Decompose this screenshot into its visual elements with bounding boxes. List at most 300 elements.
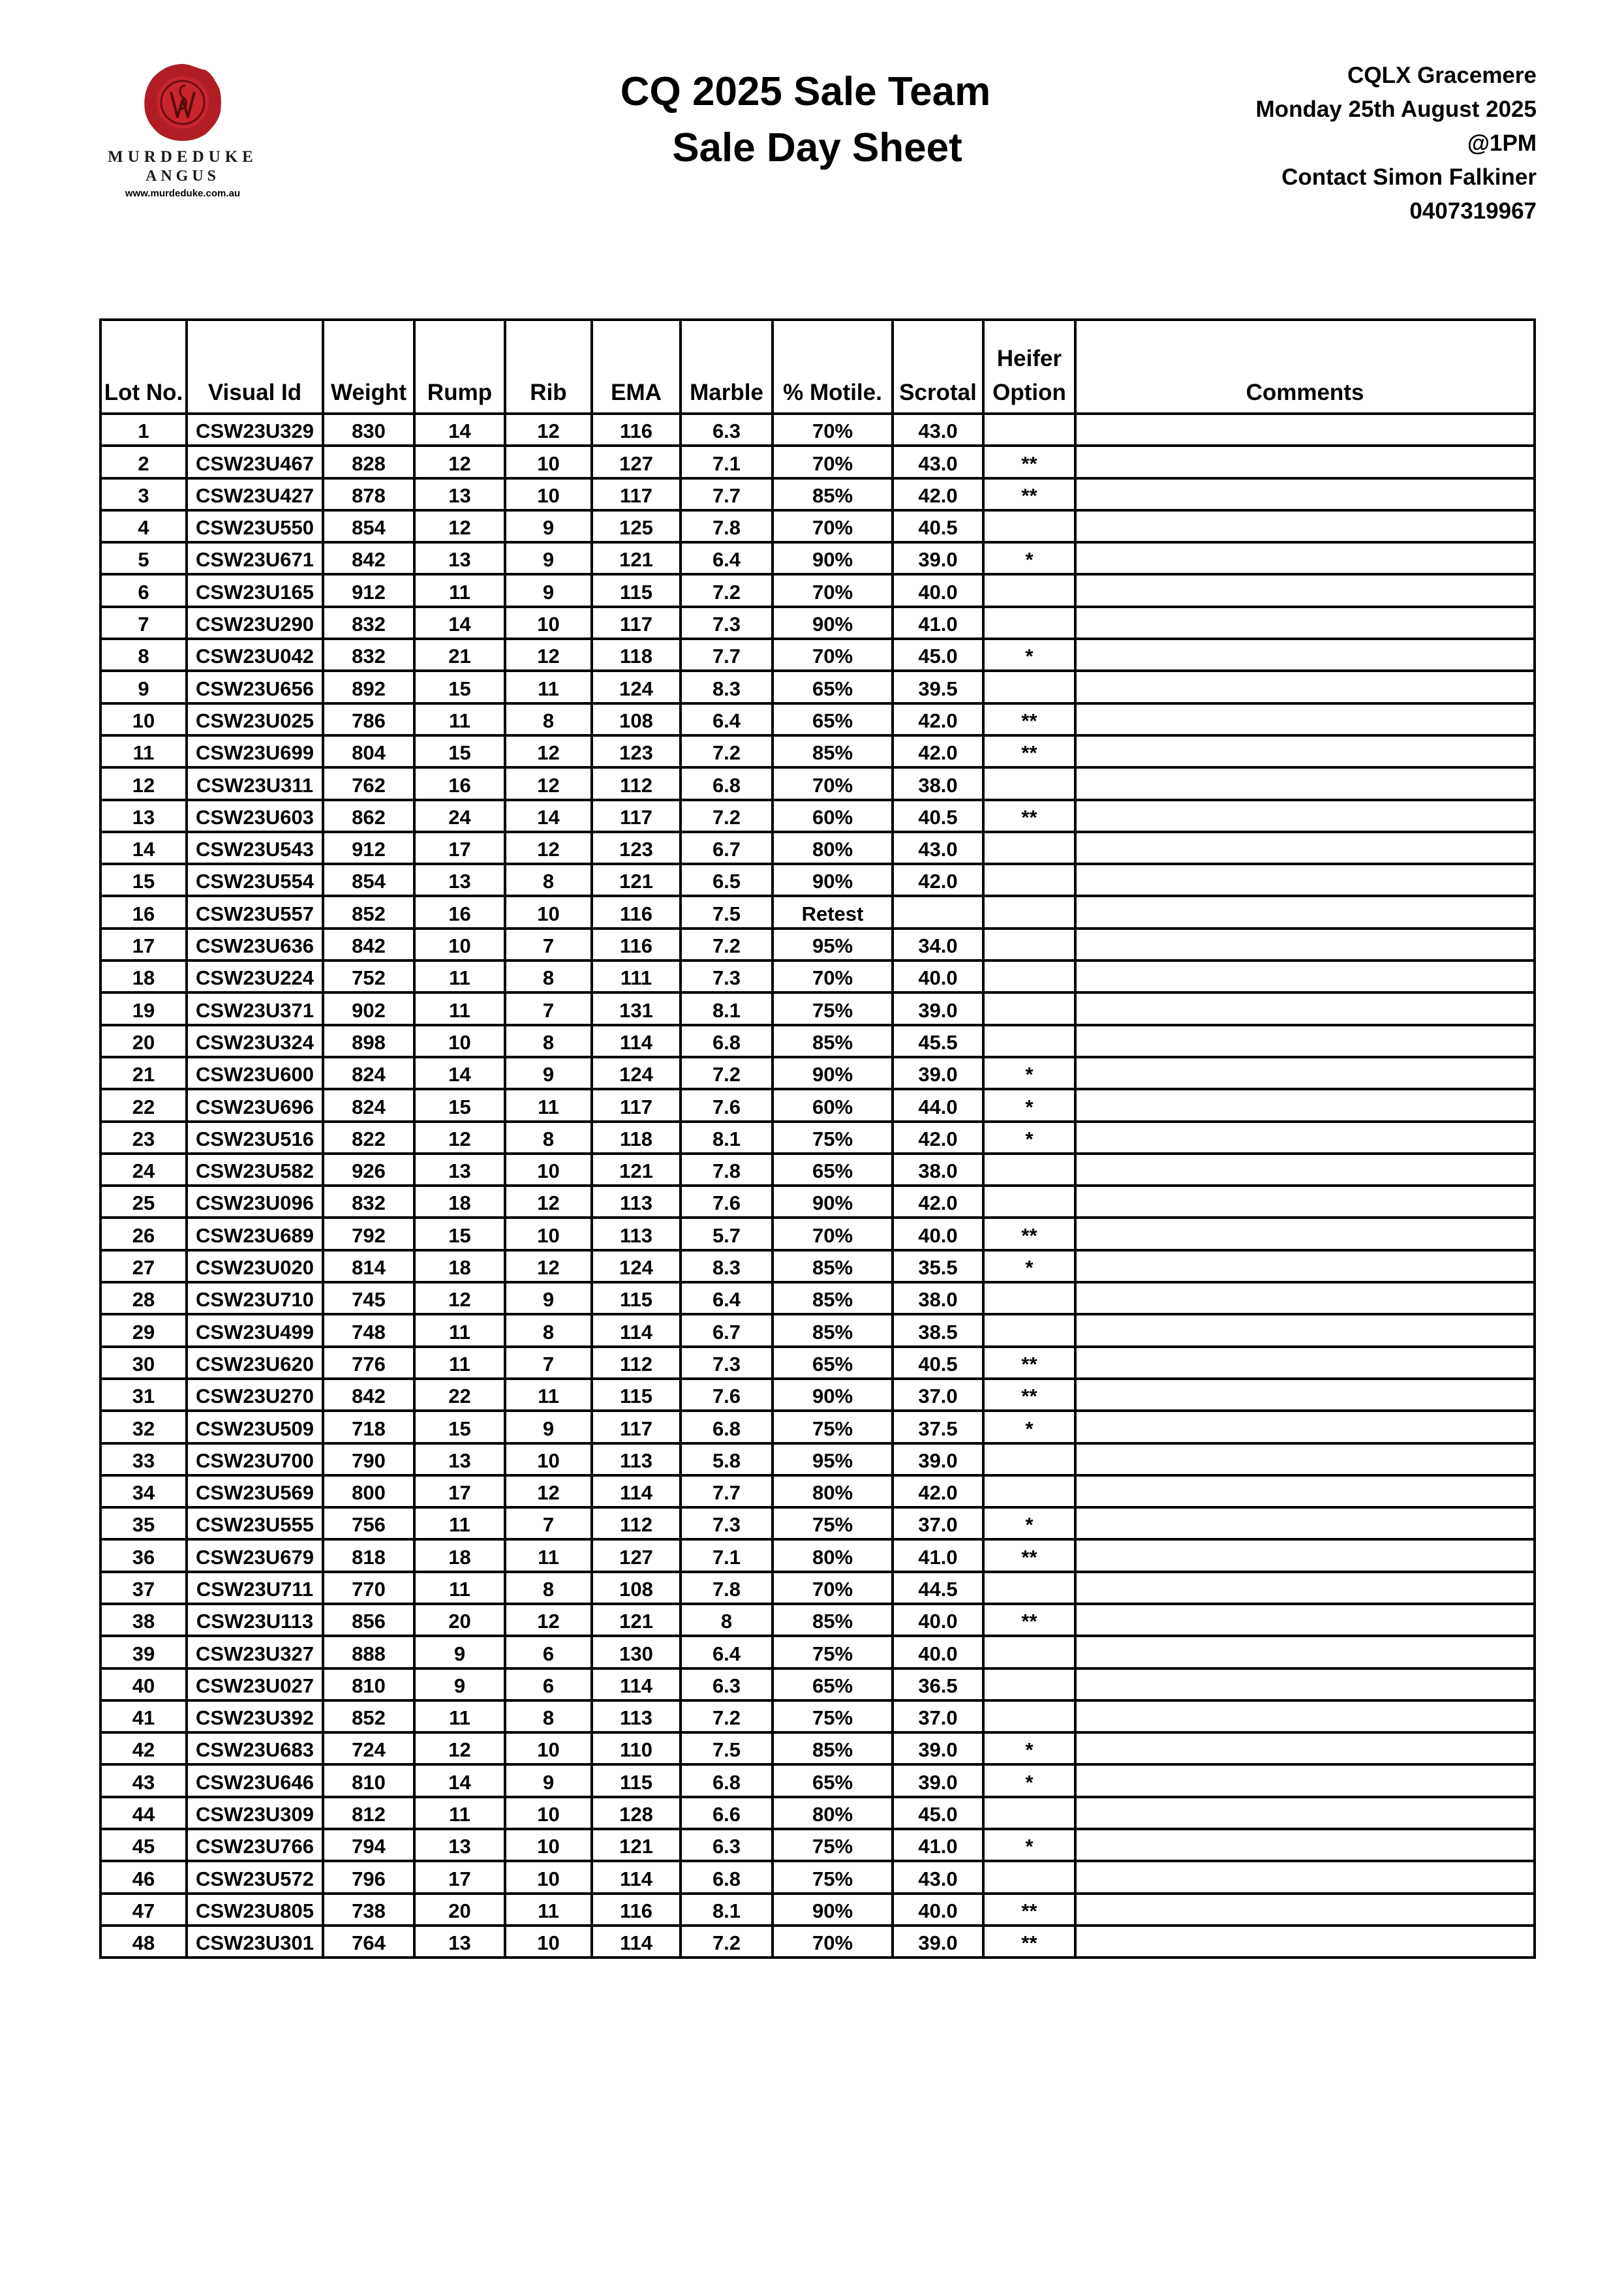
rump-cell: 13: [414, 542, 505, 574]
visual-id-cell: CSW23U550: [187, 510, 323, 542]
table-row: [100, 767, 1535, 799]
rib-cell: 10: [505, 1829, 592, 1861]
visual-id-cell: CSW23U620: [187, 1347, 323, 1379]
heifer-option-cell: *: [983, 1122, 1075, 1154]
lot-cell: 41: [100, 1700, 187, 1732]
weight-cell: 718: [323, 1411, 414, 1443]
table-row: [100, 1539, 1535, 1571]
scrotal-cell: 43.0: [893, 414, 983, 446]
table-row: [100, 1507, 1535, 1539]
lot-cell: 9: [100, 671, 187, 703]
comments-cell: [1075, 1218, 1535, 1250]
weight-cell: 824: [323, 1057, 414, 1089]
lot-cell: 12: [100, 767, 187, 799]
rump-cell: 20: [414, 1604, 505, 1636]
weight-cell: 764: [323, 1926, 414, 1958]
rump-cell: 15: [414, 1089, 505, 1121]
visual-id-cell: CSW23U499: [187, 1314, 323, 1346]
ema-cell: 114: [592, 1668, 681, 1700]
rib-cell: 7: [505, 1507, 592, 1539]
visual-id-cell: CSW23U165: [187, 574, 323, 606]
rump-cell: 11: [414, 1314, 505, 1346]
table-row: [100, 960, 1535, 992]
ema-cell: 116: [592, 929, 681, 960]
rump-cell: 15: [414, 735, 505, 767]
weight-cell: 800: [323, 1475, 414, 1507]
heifer-option-cell: [983, 1668, 1075, 1700]
motile-cell: 80%: [773, 1539, 893, 1571]
visual-id-cell: CSW23U327: [187, 1636, 323, 1668]
brand-website[interactable]: www.murdeduke.com.au: [125, 188, 241, 199]
rib-cell: 8: [505, 1025, 592, 1057]
scrotal-cell: 42.0: [893, 1186, 983, 1218]
visual-id-cell: CSW23U671: [187, 542, 323, 574]
rump-cell: 15: [414, 1218, 505, 1250]
visual-id-cell: CSW23U636: [187, 929, 323, 960]
rib-cell: 7: [505, 929, 592, 960]
heifer-option-cell: *: [983, 542, 1075, 574]
heifer-option-cell: *: [983, 1089, 1075, 1121]
rib-cell: 8: [505, 703, 592, 735]
lot-cell: 43: [100, 1764, 187, 1796]
table-row: [100, 1636, 1535, 1668]
marble-cell: 6.4: [681, 703, 773, 735]
marble-cell: 6.4: [681, 542, 773, 574]
visual-id-cell: CSW23U113: [187, 1604, 323, 1636]
comments-cell: [1075, 896, 1535, 928]
motile-cell: 85%: [773, 1604, 893, 1636]
motile-cell: 75%: [773, 1411, 893, 1443]
marble-cell: 6.8: [681, 1025, 773, 1057]
rump-cell: 11: [414, 1572, 505, 1604]
heifer-option-cell: [983, 1154, 1075, 1186]
marble-cell: 8.3: [681, 1250, 773, 1282]
marble-cell: 8.1: [681, 992, 773, 1024]
col-header-rib: Rib: [505, 320, 592, 414]
heifer-option-cell: [983, 896, 1075, 928]
marble-cell: 6.3: [681, 1668, 773, 1700]
sale-time: @1PM: [1467, 131, 1537, 156]
visual-id-cell: CSW23U766: [187, 1829, 323, 1861]
comments-cell: [1075, 1379, 1535, 1411]
table-row: [100, 1668, 1535, 1700]
weight-cell: 832: [323, 639, 414, 671]
rib-cell: 9: [505, 1764, 592, 1796]
ema-cell: 123: [592, 832, 681, 864]
table-row: [100, 414, 1535, 446]
motile-cell: 85%: [773, 1025, 893, 1057]
lot-cell: 24: [100, 1154, 187, 1186]
comments-cell: [1075, 1282, 1535, 1314]
rib-cell: 7: [505, 992, 592, 1024]
marble-cell: 7.3: [681, 960, 773, 992]
lot-cell: 33: [100, 1443, 187, 1475]
weight-cell: 810: [323, 1668, 414, 1700]
comments-cell: [1075, 1926, 1535, 1958]
rump-cell: 13: [414, 1443, 505, 1475]
col-header-heifer-option: Heifer Option: [983, 320, 1075, 414]
weight-cell: 745: [323, 1282, 414, 1314]
col-header-motile: % Motile.: [773, 320, 893, 414]
comments-cell: [1075, 1604, 1535, 1636]
motile-cell: 70%: [773, 574, 893, 606]
motile-cell: 85%: [773, 1282, 893, 1314]
motile-cell: 90%: [773, 607, 893, 639]
comments-cell: [1075, 767, 1535, 799]
marble-cell: 6.8: [681, 1861, 773, 1893]
weight-cell: 852: [323, 896, 414, 928]
rib-cell: 12: [505, 735, 592, 767]
lot-cell: 30: [100, 1347, 187, 1379]
rib-cell: 10: [505, 1218, 592, 1250]
brand-name: MURDEDUKE: [108, 148, 258, 166]
motile-cell: 70%: [773, 414, 893, 446]
ema-cell: 125: [592, 510, 681, 542]
table-header-row: [100, 320, 1535, 414]
heifer-option-cell: **: [983, 1894, 1075, 1926]
weight-cell: 912: [323, 574, 414, 606]
rib-cell: 11: [505, 1539, 592, 1571]
rump-cell: 9: [414, 1636, 505, 1668]
rib-cell: 7: [505, 1347, 592, 1379]
marble-cell: 8.1: [681, 1894, 773, 1926]
lot-cell: 16: [100, 896, 187, 928]
lot-cell: 45: [100, 1829, 187, 1861]
rib-cell: 8: [505, 1122, 592, 1154]
marble-cell: 8.1: [681, 1122, 773, 1154]
table-row: [100, 1250, 1535, 1282]
marble-cell: 8: [681, 1604, 773, 1636]
scrotal-cell: 39.0: [893, 1764, 983, 1796]
scrotal-cell: 39.0: [893, 1732, 983, 1764]
motile-cell: 60%: [773, 1089, 893, 1121]
rump-cell: 13: [414, 1926, 505, 1958]
table-row: [100, 671, 1535, 703]
rump-cell: 15: [414, 671, 505, 703]
motile-cell: 70%: [773, 446, 893, 478]
table-row: [100, 1604, 1535, 1636]
visual-id-cell: CSW23U371: [187, 992, 323, 1024]
ema-cell: 121: [592, 864, 681, 896]
weight-cell: 842: [323, 929, 414, 960]
rump-cell: 12: [414, 510, 505, 542]
marble-cell: 6.4: [681, 1282, 773, 1314]
table-row: [100, 929, 1535, 960]
lot-cell: 8: [100, 639, 187, 671]
rib-cell: 12: [505, 1250, 592, 1282]
visual-id-cell: CSW23U096: [187, 1186, 323, 1218]
weight-cell: 812: [323, 1797, 414, 1829]
col-header-scrotal: Scrotal: [893, 320, 983, 414]
comments-cell: [1075, 960, 1535, 992]
scrotal-cell: 39.5: [893, 671, 983, 703]
heifer-option-cell: [983, 992, 1075, 1024]
visual-id-cell: CSW23U683: [187, 1732, 323, 1764]
rump-cell: 16: [414, 767, 505, 799]
heifer-option-cell: [983, 1025, 1075, 1057]
ema-cell: 124: [592, 1250, 681, 1282]
comments-cell: [1075, 1122, 1535, 1154]
marble-cell: 6.6: [681, 1797, 773, 1829]
table-row: [100, 1379, 1535, 1411]
weight-cell: 854: [323, 510, 414, 542]
rump-cell: 11: [414, 960, 505, 992]
rib-cell: 8: [505, 1700, 592, 1732]
scrotal-cell: 36.5: [893, 1668, 983, 1700]
rump-cell: 11: [414, 1347, 505, 1379]
scrotal-cell: 40.5: [893, 1347, 983, 1379]
ema-cell: 113: [592, 1186, 681, 1218]
sale-phone: 0407319967: [1409, 198, 1537, 224]
weight-cell: 898: [323, 1025, 414, 1057]
sale-venue: CQLX Gracemere: [1347, 63, 1537, 88]
ema-cell: 114: [592, 1025, 681, 1057]
marble-cell: 6.3: [681, 414, 773, 446]
weight-cell: 926: [323, 1154, 414, 1186]
ema-cell: 118: [592, 1122, 681, 1154]
marble-cell: 7.3: [681, 607, 773, 639]
motile-cell: 70%: [773, 767, 893, 799]
visual-id-cell: CSW23U600: [187, 1057, 323, 1089]
motile-cell: 65%: [773, 1764, 893, 1796]
heifer-option-cell: [983, 414, 1075, 446]
heifer-option-cell: [983, 1475, 1075, 1507]
table-row: [100, 607, 1535, 639]
marble-cell: 6.5: [681, 864, 773, 896]
heifer-option-cell: [983, 832, 1075, 864]
visual-id-cell: CSW23U309: [187, 1797, 323, 1829]
lot-cell: 44: [100, 1797, 187, 1829]
lot-cell: 36: [100, 1539, 187, 1571]
lot-cell: 21: [100, 1057, 187, 1089]
col-header-visual-id: Visual Id: [187, 320, 323, 414]
motile-cell: 90%: [773, 1057, 893, 1089]
rump-cell: 18: [414, 1186, 505, 1218]
table-row: [100, 1057, 1535, 1089]
weight-cell: 786: [323, 703, 414, 735]
rump-cell: 12: [414, 1122, 505, 1154]
marble-cell: 7.7: [681, 639, 773, 671]
heifer-option-cell: **: [983, 703, 1075, 735]
scrotal-cell: 38.0: [893, 1154, 983, 1186]
visual-id-cell: CSW23U700: [187, 1443, 323, 1475]
visual-id-cell: CSW23U311: [187, 767, 323, 799]
sale-table: [99, 318, 1536, 1959]
lot-cell: 15: [100, 864, 187, 896]
heifer-option-cell: [983, 574, 1075, 606]
weight-cell: 832: [323, 1186, 414, 1218]
ema-cell: 108: [592, 703, 681, 735]
marble-cell: 6.3: [681, 1829, 773, 1861]
comments-cell: [1075, 1572, 1535, 1604]
visual-id-cell: CSW23U025: [187, 703, 323, 735]
visual-id-cell: CSW23U557: [187, 896, 323, 928]
weight-cell: 752: [323, 960, 414, 992]
rib-cell: 12: [505, 1186, 592, 1218]
scrotal-cell: 40.0: [893, 1218, 983, 1250]
visual-id-cell: CSW23U509: [187, 1411, 323, 1443]
table-row: [100, 1700, 1535, 1732]
ema-cell: 123: [592, 735, 681, 767]
table-row: [100, 1829, 1535, 1861]
lot-cell: 6: [100, 574, 187, 606]
motile-cell: 65%: [773, 703, 893, 735]
ema-cell: 115: [592, 1764, 681, 1796]
comments-cell: [1075, 1797, 1535, 1829]
weight-cell: 724: [323, 1732, 414, 1764]
marble-cell: 6.7: [681, 832, 773, 864]
heifer-option-cell: **: [983, 1604, 1075, 1636]
lot-cell: 35: [100, 1507, 187, 1539]
heifer-option-cell: [983, 767, 1075, 799]
ema-cell: 128: [592, 1797, 681, 1829]
rump-cell: 11: [414, 703, 505, 735]
marble-cell: 8.3: [681, 671, 773, 703]
scrotal-cell: 37.0: [893, 1507, 983, 1539]
table-row: [100, 1282, 1535, 1314]
marble-cell: 7.3: [681, 1347, 773, 1379]
weight-cell: 878: [323, 478, 414, 510]
visual-id-cell: CSW23U027: [187, 1668, 323, 1700]
comments-cell: [1075, 1347, 1535, 1379]
ema-cell: 116: [592, 1894, 681, 1926]
heifer-option-cell: *: [983, 1764, 1075, 1796]
rib-cell: 8: [505, 864, 592, 896]
ema-cell: 127: [592, 1539, 681, 1571]
weight-cell: 756: [323, 1507, 414, 1539]
weight-cell: 912: [323, 832, 414, 864]
scrotal-cell: 45.0: [893, 1797, 983, 1829]
sale-contact: Contact Simon Falkiner: [1281, 164, 1537, 190]
comments-cell: [1075, 1475, 1535, 1507]
comments-cell: [1075, 1089, 1535, 1121]
marble-cell: 7.1: [681, 446, 773, 478]
heifer-option-cell: *: [983, 1732, 1075, 1764]
scrotal-cell: 42.0: [893, 735, 983, 767]
weight-cell: 748: [323, 1314, 414, 1346]
motile-cell: 85%: [773, 735, 893, 767]
rump-cell: 20: [414, 1894, 505, 1926]
marble-cell: 7.2: [681, 800, 773, 832]
visual-id-cell: CSW23U696: [187, 1089, 323, 1121]
visual-id-cell: CSW23U646: [187, 1764, 323, 1796]
col-header-lot: Lot No.: [100, 320, 187, 414]
comments-cell: [1075, 1732, 1535, 1764]
motile-cell: 70%: [773, 510, 893, 542]
scrotal-cell: 43.0: [893, 1861, 983, 1893]
marble-cell: 7.2: [681, 929, 773, 960]
comments-cell: [1075, 1636, 1535, 1668]
rib-cell: 12: [505, 639, 592, 671]
sale-date: Monday 25th August 2025: [1255, 97, 1537, 122]
heifer-option-cell: [983, 1636, 1075, 1668]
heifer-option-cell: [983, 1700, 1075, 1732]
brand-subname: ANGUS: [145, 168, 220, 185]
visual-id-cell: CSW23U270: [187, 1379, 323, 1411]
rump-cell: 14: [414, 414, 505, 446]
ema-cell: 127: [592, 446, 681, 478]
comments-cell: [1075, 929, 1535, 960]
lot-cell: 28: [100, 1282, 187, 1314]
table-row: [100, 1218, 1535, 1250]
heifer-option-cell: *: [983, 1250, 1075, 1282]
ema-cell: 117: [592, 478, 681, 510]
rump-cell: 11: [414, 1700, 505, 1732]
table-row: [100, 1411, 1535, 1443]
comments-cell: [1075, 832, 1535, 864]
rump-cell: 13: [414, 478, 505, 510]
rib-cell: 10: [505, 446, 592, 478]
motile-cell: 80%: [773, 832, 893, 864]
comments-cell: [1075, 800, 1535, 832]
marble-cell: 5.8: [681, 1443, 773, 1475]
motile-cell: 65%: [773, 671, 893, 703]
table-row: [100, 1926, 1535, 1958]
rib-cell: 11: [505, 1379, 592, 1411]
rib-cell: 9: [505, 1411, 592, 1443]
heifer-option-cell: *: [983, 1829, 1075, 1861]
ema-cell: 116: [592, 896, 681, 928]
col-header-comments: Comments: [1075, 320, 1535, 414]
rib-cell: 9: [505, 542, 592, 574]
table-row: [100, 735, 1535, 767]
marble-cell: 6.8: [681, 1411, 773, 1443]
lot-cell: 10: [100, 703, 187, 735]
ema-cell: 115: [592, 1379, 681, 1411]
weight-cell: 792: [323, 1218, 414, 1250]
comments-cell: [1075, 992, 1535, 1024]
ema-cell: 131: [592, 992, 681, 1024]
weight-cell: 828: [323, 446, 414, 478]
visual-id-cell: CSW23U467: [187, 446, 323, 478]
marble-cell: 7.5: [681, 1732, 773, 1764]
scrotal-cell: 43.0: [893, 446, 983, 478]
weight-cell: 776: [323, 1347, 414, 1379]
marble-cell: 7.2: [681, 1700, 773, 1732]
ema-cell: 118: [592, 639, 681, 671]
motile-cell: 65%: [773, 1668, 893, 1700]
table-row: [100, 1475, 1535, 1507]
comments-cell: [1075, 1829, 1535, 1861]
scrotal-cell: 38.0: [893, 767, 983, 799]
comments-cell: [1075, 1443, 1535, 1475]
motile-cell: 70%: [773, 1572, 893, 1604]
ema-cell: 114: [592, 1475, 681, 1507]
lot-cell: 42: [100, 1732, 187, 1764]
table-row: [100, 510, 1535, 542]
table-row: [100, 1347, 1535, 1379]
marble-cell: 7.8: [681, 1154, 773, 1186]
marble-cell: 7.6: [681, 1089, 773, 1121]
scrotal-cell: 41.0: [893, 1829, 983, 1861]
ema-cell: 114: [592, 1861, 681, 1893]
lot-cell: 18: [100, 960, 187, 992]
visual-id-cell: CSW23U392: [187, 1700, 323, 1732]
table-row: [100, 1572, 1535, 1604]
scrotal-cell: 39.0: [893, 992, 983, 1024]
weight-cell: 822: [323, 1122, 414, 1154]
table-row: [100, 1443, 1535, 1475]
visual-id-cell: CSW23U710: [187, 1282, 323, 1314]
col-header-weight: Weight: [323, 320, 414, 414]
heifer-option-cell: **: [983, 1926, 1075, 1958]
motile-cell: 60%: [773, 800, 893, 832]
table-row: [100, 800, 1535, 832]
scrotal-cell: 42.0: [893, 864, 983, 896]
rib-cell: 6: [505, 1636, 592, 1668]
ema-cell: 121: [592, 1604, 681, 1636]
weight-cell: 762: [323, 767, 414, 799]
